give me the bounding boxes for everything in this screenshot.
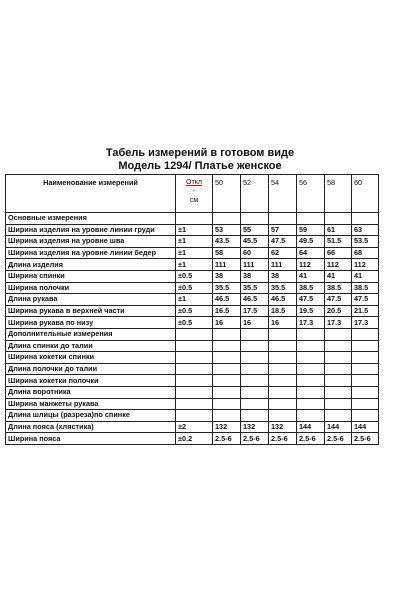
tolerance-cell: ±1: [176, 259, 213, 271]
size-value-cell: [352, 375, 379, 387]
header-size-cell: 50: [213, 175, 241, 213]
size-value-cell: 58: [213, 247, 241, 259]
size-value-cell: 47.5: [297, 294, 325, 306]
tolerance-cell: ±1: [176, 247, 213, 259]
size-value-cell: 18.5: [269, 305, 297, 317]
size-value-cell: 2.5-6: [297, 433, 325, 445]
size-value-cell: [269, 213, 297, 225]
size-value-cell: 46.5: [241, 294, 269, 306]
size-value-cell: 16: [269, 317, 297, 329]
tolerance-cell: ±0.5: [176, 270, 213, 282]
size-value-cell: [352, 398, 379, 410]
size-value-cell: 47.5: [325, 294, 352, 306]
size-value-cell: 38: [213, 270, 241, 282]
size-value-cell: 21.5: [352, 305, 379, 317]
header-tolerance-dash: -: [192, 188, 196, 195]
measurement-name-cell: Длина воротника: [6, 386, 176, 398]
size-value-cell: 16: [213, 317, 241, 329]
size-value-cell: 53: [213, 224, 241, 236]
size-value-cell: 17.5: [241, 305, 269, 317]
size-value-cell: 111: [213, 259, 241, 271]
measurement-name-cell: Ширина кокетки спинки: [6, 352, 176, 364]
tolerance-cell: ±1: [176, 224, 213, 236]
size-value-cell: [269, 398, 297, 410]
size-value-cell: 47.5: [352, 294, 379, 306]
size-value-cell: [297, 340, 325, 352]
tolerance-cell: ±1: [176, 294, 213, 306]
header-name-cell: Наименование измерений: [6, 175, 176, 213]
measurement-name-cell: Ширина рукава по низу: [6, 317, 176, 329]
size-value-cell: [269, 375, 297, 387]
size-value-cell: 63: [352, 224, 379, 236]
measurement-name-cell: Ширина изделия на уровне линии груди: [6, 224, 176, 236]
table-row: [6, 433, 379, 445]
size-value-cell: 2.5-6: [213, 433, 241, 445]
table-row: [6, 259, 379, 271]
size-value-cell: [352, 410, 379, 422]
size-value-cell: [325, 375, 352, 387]
size-value-cell: 57: [269, 224, 297, 236]
table-row: [6, 247, 379, 259]
size-value-cell: [213, 328, 241, 340]
header-tolerance-label: Откл: [186, 179, 202, 186]
measurement-name-cell: Ширина изделия на уровне шва: [6, 236, 176, 248]
size-value-cell: [297, 363, 325, 375]
header-tolerance-cell: [176, 175, 213, 213]
size-value-cell: [241, 352, 269, 364]
tolerance-cell: ±0.5: [176, 317, 213, 329]
size-value-cell: 49.5: [297, 236, 325, 248]
size-value-cell: [352, 340, 379, 352]
table-row: [6, 421, 379, 433]
table-row: [6, 224, 379, 236]
size-value-cell: 144: [325, 421, 352, 433]
size-value-cell: [325, 328, 352, 340]
size-value-cell: 2.5-6: [241, 433, 269, 445]
measurement-name-cell: Длина изделия: [6, 259, 176, 271]
table-row: [6, 294, 379, 306]
size-value-cell: 35.5: [241, 282, 269, 294]
size-value-cell: [325, 352, 352, 364]
section-row: [6, 328, 379, 340]
size-value-cell: 38.5: [325, 282, 352, 294]
size-value-cell: [213, 398, 241, 410]
size-value-cell: [269, 328, 297, 340]
size-value-cell: 144: [352, 421, 379, 433]
size-value-cell: [241, 340, 269, 352]
size-value-cell: [297, 398, 325, 410]
size-value-cell: 111: [241, 259, 269, 271]
size-value-cell: 55: [241, 224, 269, 236]
size-value-cell: [352, 213, 379, 225]
size-value-cell: 111: [269, 259, 297, 271]
size-value-cell: [325, 398, 352, 410]
size-value-cell: [297, 386, 325, 398]
size-value-cell: 112: [325, 259, 352, 271]
measurement-name-cell: Длина шлицы (разреза)по спинке: [6, 410, 176, 422]
size-value-cell: [297, 410, 325, 422]
size-value-cell: [241, 410, 269, 422]
measurement-name-cell: Ширина изделия на уровне линии бедер: [6, 247, 176, 259]
measurement-name-cell: Дополнительные измерения: [6, 328, 176, 340]
measurement-name-cell: Длина рукава: [6, 294, 176, 306]
size-value-cell: 43.5: [213, 236, 241, 248]
size-value-cell: 2.5-6: [269, 433, 297, 445]
size-value-cell: 46.5: [269, 294, 297, 306]
section-row: [6, 213, 379, 225]
table-row: [6, 317, 379, 329]
size-value-cell: [269, 340, 297, 352]
tolerance-cell: [176, 363, 213, 375]
size-value-cell: 35.5: [213, 282, 241, 294]
tolerance-cell: [176, 352, 213, 364]
size-value-cell: [352, 352, 379, 364]
size-value-cell: [241, 363, 269, 375]
table-row: [6, 363, 379, 375]
table-row: [6, 270, 379, 282]
size-value-cell: [241, 375, 269, 387]
tolerance-cell: [176, 386, 213, 398]
tolerance-cell: ±0.5: [176, 305, 213, 317]
table-row: [6, 410, 379, 422]
size-value-cell: [213, 410, 241, 422]
size-value-cell: [325, 410, 352, 422]
size-value-cell: [213, 213, 241, 225]
tolerance-cell: [176, 375, 213, 387]
table-row: [6, 282, 379, 294]
measurement-name-cell: Ширина спинки: [6, 270, 176, 282]
size-value-cell: 59: [297, 224, 325, 236]
table-row: [6, 398, 379, 410]
size-value-cell: [352, 328, 379, 340]
size-value-cell: 68: [352, 247, 379, 259]
size-value-cell: [241, 398, 269, 410]
size-value-cell: 46.5: [213, 294, 241, 306]
measurement-name-cell: Ширина пояса: [6, 433, 176, 445]
measurement-name-cell: Ширина кокетки полочки: [6, 375, 176, 387]
measurement-name-cell: Основные измерения: [6, 213, 176, 225]
size-value-cell: 38.5: [297, 282, 325, 294]
size-value-cell: [325, 363, 352, 375]
size-value-cell: 41: [352, 270, 379, 282]
size-value-cell: [213, 375, 241, 387]
size-value-cell: 17.3: [297, 317, 325, 329]
size-value-cell: 62: [269, 247, 297, 259]
tolerance-cell: ±2: [176, 421, 213, 433]
size-value-cell: 38.5: [352, 282, 379, 294]
size-value-cell: 16: [241, 317, 269, 329]
size-value-cell: 38: [269, 270, 297, 282]
size-value-cell: [297, 375, 325, 387]
header-size-cell: 52: [241, 175, 269, 213]
table-row: [6, 352, 379, 364]
size-value-cell: 17.3: [325, 317, 352, 329]
size-value-cell: 38: [241, 270, 269, 282]
size-value-cell: 66: [325, 247, 352, 259]
tolerance-cell: ±0.5: [176, 282, 213, 294]
page-subtitle: Модель 1294/ Платье женское: [118, 160, 282, 172]
size-value-cell: [269, 363, 297, 375]
tolerance-cell: [176, 328, 213, 340]
size-value-cell: [241, 213, 269, 225]
size-value-cell: 41: [297, 270, 325, 282]
size-value-cell: [352, 363, 379, 375]
size-value-cell: [269, 410, 297, 422]
header-size-cell: 56: [297, 175, 325, 213]
size-value-cell: 144: [297, 421, 325, 433]
table-row: [6, 340, 379, 352]
header-size-cell: 58: [325, 175, 352, 213]
size-value-cell: [297, 213, 325, 225]
size-value-cell: 19.5: [297, 305, 325, 317]
measurement-name-cell: Ширина рукава в верхней части: [6, 305, 176, 317]
header-size-cell: 54: [269, 175, 297, 213]
size-value-cell: 45.5: [241, 236, 269, 248]
size-value-cell: [241, 386, 269, 398]
tolerance-cell: [176, 213, 213, 225]
tolerance-cell: ±0.2: [176, 433, 213, 445]
table-row: [6, 375, 379, 387]
size-value-cell: 60: [241, 247, 269, 259]
size-value-cell: [213, 352, 241, 364]
size-value-cell: 64: [297, 247, 325, 259]
size-value-cell: 132: [241, 421, 269, 433]
size-value-cell: [297, 328, 325, 340]
size-value-cell: 2.5-6: [352, 433, 379, 445]
size-value-cell: [213, 386, 241, 398]
table-row: [6, 236, 379, 248]
size-value-cell: [325, 340, 352, 352]
size-value-cell: 132: [269, 421, 297, 433]
size-value-cell: 2.5-6: [325, 433, 352, 445]
page-title: Табель измерений в готовом виде: [105, 147, 295, 159]
size-value-cell: 16.5: [213, 305, 241, 317]
size-value-cell: [269, 352, 297, 364]
size-value-cell: 132: [213, 421, 241, 433]
size-value-cell: 35.5: [269, 282, 297, 294]
size-value-cell: [325, 386, 352, 398]
size-value-cell: [241, 328, 269, 340]
table-row: [6, 386, 379, 398]
tolerance-cell: [176, 410, 213, 422]
size-value-cell: 112: [297, 259, 325, 271]
measurement-name-cell: Ширина полочки: [6, 282, 176, 294]
header-tolerance-unit: см: [189, 197, 199, 204]
size-value-cell: 17.3: [352, 317, 379, 329]
table-row: [6, 305, 379, 317]
tolerance-cell: [176, 398, 213, 410]
size-value-cell: [269, 386, 297, 398]
size-value-cell: 20.5: [325, 305, 352, 317]
measurement-name-cell: Длина спинки до талии: [6, 340, 176, 352]
tolerance-cell: [176, 340, 213, 352]
size-value-cell: [297, 352, 325, 364]
size-value-cell: 51.5: [325, 236, 352, 248]
measurement-table: [5, 174, 379, 445]
size-value-cell: [213, 363, 241, 375]
measurement-name-cell: Длина полочки до талии: [6, 363, 176, 375]
table-header-row: [6, 175, 379, 213]
measurement-name-cell: Длина пояса (хлястика): [6, 421, 176, 433]
tolerance-cell: ±1: [176, 236, 213, 248]
size-value-cell: 53.5: [352, 236, 379, 248]
measurement-name-cell: Ширина манжеты рукава: [6, 398, 176, 410]
size-value-cell: 112: [352, 259, 379, 271]
header-size-cell: 60: [352, 175, 379, 213]
size-value-cell: [213, 340, 241, 352]
size-value-cell: 47.5: [269, 236, 297, 248]
size-value-cell: 41: [325, 270, 352, 282]
size-value-cell: 61: [325, 224, 352, 236]
size-value-cell: [352, 386, 379, 398]
size-value-cell: [325, 213, 352, 225]
